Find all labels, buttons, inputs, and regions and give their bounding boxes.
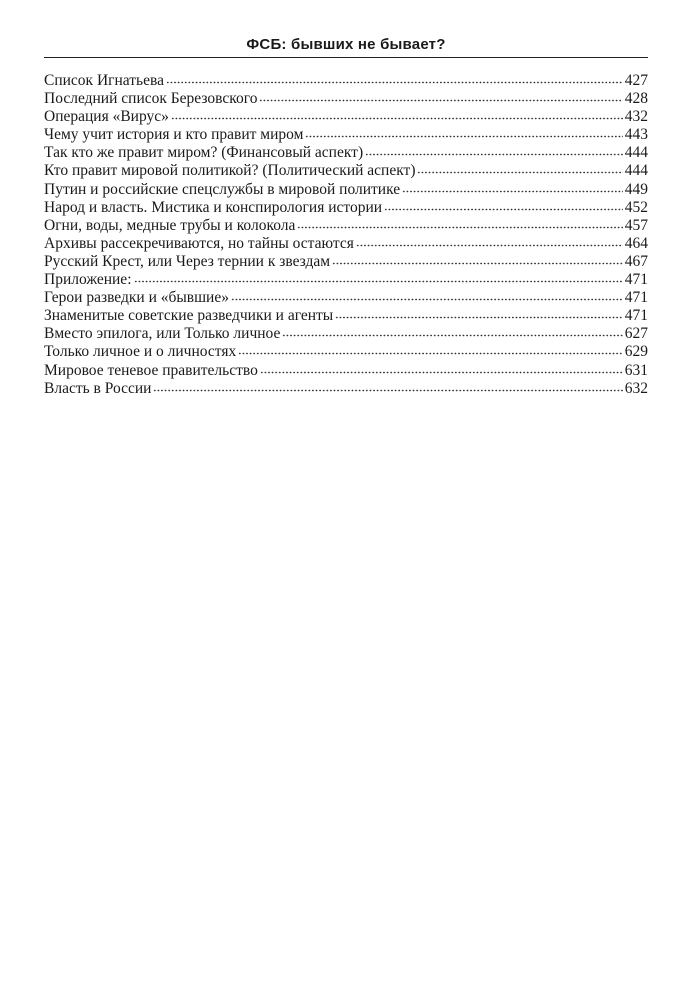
toc-entry[interactable] (44, 235, 648, 253)
toc-entry[interactable] (44, 307, 648, 325)
toc-entry-page: 427 (624, 72, 648, 89)
toc-entry-page: 471 (624, 271, 648, 289)
toc-entry-page: 444 (624, 162, 648, 180)
toc-entry-page: 631 (624, 361, 648, 379)
dot-leader (356, 244, 623, 247)
dot-leader (402, 190, 623, 193)
toc-entry-title: Вместо эпилога, или Только личное (44, 325, 281, 343)
toc-entry-page: 428 (624, 90, 648, 108)
toc-entry-title: Герои разведки и «бывшие» (44, 289, 229, 307)
dot-leader (153, 389, 622, 392)
toc-entry-title: Мировое теневое правительство (44, 361, 258, 379)
dot-leader (335, 316, 623, 319)
toc-entry-title: Чему учит история и кто правит миром (44, 126, 304, 144)
running-header-title: ФСБ: бывших не бывает? (246, 36, 446, 53)
toc-entry-page: 452 (624, 198, 648, 216)
toc-entry-title: Только личное и о личностях (44, 343, 237, 361)
toc-entry-page: 444 (624, 144, 648, 162)
toc-entry-page: 464 (624, 234, 648, 252)
toc-entry[interactable] (44, 126, 648, 144)
dot-leader (384, 208, 623, 211)
dot-leader (332, 262, 623, 265)
dot-leader (166, 81, 623, 84)
toc-entry-title: Архивы рассекречиваются, но тайны остаются (44, 234, 354, 252)
toc-entry[interactable] (44, 271, 648, 289)
toc-entry-title: Русский Крест, или Через тернии к звездам (44, 252, 331, 270)
table-of-contents (44, 72, 648, 398)
toc-entry[interactable] (44, 380, 648, 398)
toc-entry-page: 457 (624, 216, 648, 234)
toc-entry-title: Последний список Березовского (44, 90, 258, 108)
dot-leader (171, 117, 623, 120)
dot-leader (134, 280, 623, 283)
toc-entry-page: 471 (624, 307, 648, 325)
dot-leader (305, 135, 622, 138)
header-rule (44, 57, 648, 58)
toc-entry-title: Список Игнатьева (44, 72, 165, 89)
toc-entry-page: 443 (624, 126, 648, 144)
toc-entry-page: 467 (624, 252, 648, 270)
toc-entry-page: 471 (624, 289, 648, 307)
dot-leader (282, 334, 622, 337)
toc-entry-page: 432 (624, 108, 648, 126)
toc-entry[interactable] (44, 144, 648, 162)
dot-leader (231, 298, 623, 301)
toc-entry-page: 449 (624, 180, 648, 198)
toc-entry-page: 632 (624, 379, 648, 397)
toc-entry-title: Власть в России (44, 379, 152, 397)
toc-entry[interactable] (44, 343, 648, 361)
toc-entry-title: Путин и российские спецслужбы в мировой политике (44, 180, 401, 198)
toc-entry[interactable] (44, 162, 648, 180)
toc-entry[interactable] (44, 217, 648, 235)
toc-entry[interactable] (44, 108, 648, 126)
toc-entry[interactable] (44, 289, 648, 307)
toc-entry-title: Знаменитые советские разведчики и агенты (44, 307, 334, 325)
dot-leader (259, 99, 622, 102)
toc-entry-page: 629 (624, 343, 648, 361)
toc-entry-title: Народ и власть. Мистика и конспирология истории (44, 198, 383, 216)
dot-leader (260, 371, 623, 374)
toc-entry-title: Кто правит мировой политикой? (Политический аспект) (44, 162, 416, 180)
dot-leader (297, 226, 622, 229)
toc-entry-title: Операция «Вирус» (44, 108, 169, 126)
dot-leader (365, 153, 623, 156)
toc-entry[interactable] (44, 253, 648, 271)
toc-entry[interactable] (44, 325, 648, 343)
toc-entry[interactable] (44, 199, 648, 217)
toc-entry-title: Приложение: (44, 271, 132, 289)
dot-leader (417, 171, 622, 174)
toc-entry[interactable] (44, 362, 648, 380)
toc-entry-title: Огни, воды, медные трубы и колокола (44, 216, 296, 234)
toc-entry[interactable] (44, 90, 648, 108)
toc-entry-title: Так кто же правит миром? (Финансовый аспект) (44, 144, 364, 162)
toc-entry[interactable] (44, 72, 648, 90)
toc-entry[interactable] (44, 181, 648, 199)
toc-entry-page: 627 (624, 325, 648, 343)
dot-leader (238, 352, 623, 355)
